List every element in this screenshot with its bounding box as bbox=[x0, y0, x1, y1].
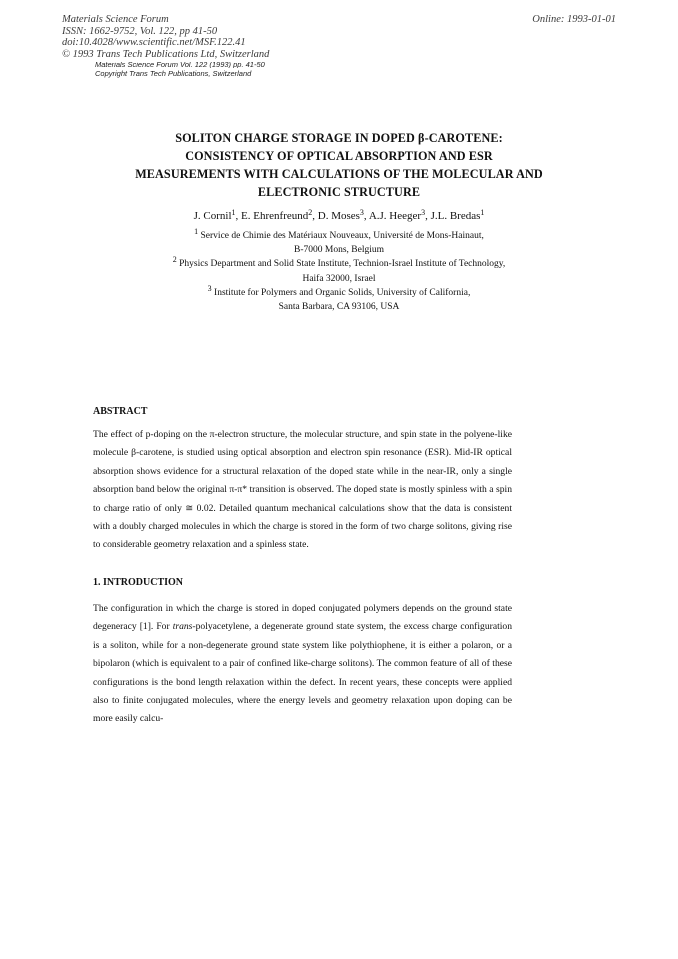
issn-line: ISSN: 1662-9752, Vol. 122, pp 41-50 bbox=[62, 25, 218, 37]
doi-line[interactable]: doi:10.4028/www.scientific.net/MSF.122.41 bbox=[62, 37, 246, 48]
author-name: J.L. Bredas bbox=[430, 210, 481, 222]
affiliation-line: Haifa 32000, Israel bbox=[302, 273, 376, 284]
abstract-heading: ABSTRACT bbox=[93, 406, 148, 417]
affiliation-marker: 1 bbox=[231, 208, 236, 217]
title-line: SOLITON CHARGE STORAGE IN DOPED β-CAROTENE: bbox=[175, 131, 503, 145]
introduction-text: The configuration in which the charge is stored in doped conjugated polymers depends on the ground state degeneracy [1]. For trans-polyacetylene, a degenerate ground state system, the excess charge configuration is a soliton, while for a non-degenerate ground state system like polythiophene, it is either a polaron, or a bipolaron (which is equivalent to a pair of confined like-charge solitons). The common feature of all of these configurations is the bond length relaxation within the defect. In recent years, these concepts were applied also to finite conjugated molecules, where the energy levels and geometry relaxation upon doping can be more easily calcu- bbox=[93, 603, 512, 725]
copyright-line: © 1993 Trans Tech Publications Ltd, Switzerland bbox=[62, 48, 270, 60]
online-date: Online: 1993-01-01 bbox=[532, 14, 616, 25]
affiliation-line: $^3$ Institute for Polymers and Organic Solids, University of California, bbox=[207, 283, 471, 298]
original-copyright-line: Copyright Trans Tech Publications, Switzerland bbox=[95, 69, 252, 78]
affiliation-line: $^2$ Physics Department and Solid State Institute, Technion-Israel Institute of Technology, bbox=[172, 255, 506, 270]
affiliation-line: Santa Barbara, CA 93106, USA bbox=[278, 302, 400, 313]
affiliation-marker: 1 bbox=[194, 227, 199, 236]
publisher-metadata bbox=[62, 14, 269, 60]
introduction-body bbox=[93, 600, 512, 729]
author-name: D. Moses bbox=[317, 210, 360, 222]
title-line: ELECTRONIC STRUCTURE bbox=[257, 185, 421, 199]
original-page-header bbox=[95, 62, 265, 80]
abstract-body bbox=[93, 426, 512, 555]
affiliations bbox=[60, 229, 618, 314]
affiliation-marker: 3 bbox=[207, 283, 212, 293]
author-name: E. Ehrenfreund bbox=[241, 210, 309, 222]
abstract-text: The effect of p-doping on the π-electron structure, the molecular structure, and spin state in the polyene-like molecule β-carotene, is studied using optical absorption and electron spin resonance (ESR). Mid-IR optical absorption shows evidence for a structural relaxation of the doped state while in the near-IR, only a single absorption band below the original π-π* transition is observed. The doped state is mostly spinless with a spin to charge ratio of only ≅ 0.02. Detailed quantum mechanical calculations show that the data is consistent with a doubly charged molecules in which the charge is stored in the form of two charge solitons, giving rise to considerable geometry relaxation and a spinless state. bbox=[93, 429, 512, 551]
title-line: MEASUREMENTS WITH CALCULATIONS OF THE MOLECULAR AND bbox=[135, 167, 543, 181]
affiliation-marker: 3 bbox=[359, 208, 364, 217]
citation-line: Materials Science Forum Vol. 122 (1993) pp. 41-50 bbox=[95, 62, 265, 68]
emphasis-trans: trans bbox=[172, 621, 193, 633]
author-name: A.J. Heeger bbox=[368, 210, 422, 222]
affiliation-marker: 3 bbox=[421, 208, 426, 217]
affiliation-line: $^1$ Service de Chimie des Matériaux Nouveaux, Université de Mons-Hainaut, bbox=[194, 227, 484, 241]
paper-title bbox=[80, 129, 598, 201]
affiliation-marker: 1 bbox=[480, 208, 485, 217]
affiliation-marker: 2 bbox=[172, 255, 177, 265]
journal-name: Materials Science Forum bbox=[62, 14, 169, 25]
affiliation-marker: 2 bbox=[308, 208, 313, 217]
author-list: J. Cornil$^1$, E. Ehrenfreund$^2$, D. Moses$^3$, A.J. Heeger$^3$, J.L. Bredas$^1$ bbox=[193, 208, 485, 222]
title-line: CONSISTENCY OF OPTICAL ABSORPTION AND ESR bbox=[185, 149, 493, 163]
affiliation-line: B-7000 Mons, Belgium bbox=[294, 245, 384, 256]
introduction-heading: 1. INTRODUCTION bbox=[93, 577, 184, 588]
author-name: J. Cornil bbox=[193, 210, 232, 222]
